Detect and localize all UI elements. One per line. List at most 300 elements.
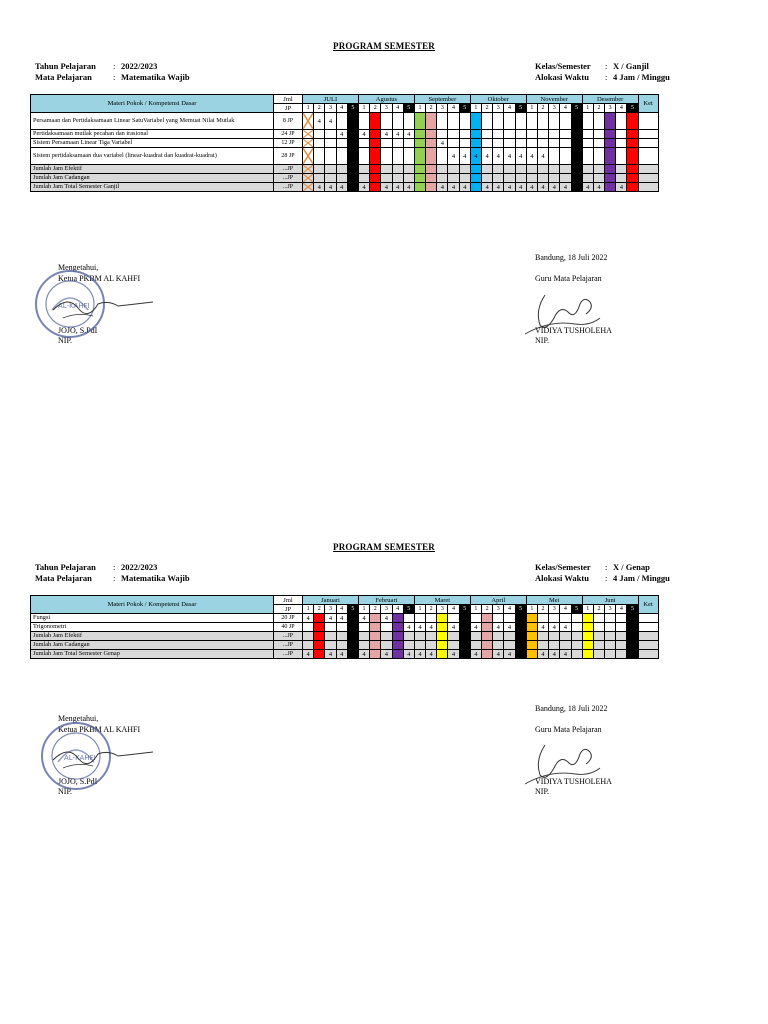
place-date: Bandung, 18 Juli 2022 [535, 253, 608, 262]
ketua-nip: NIP. [58, 787, 73, 796]
hours-value: 4 [395, 130, 400, 138]
ket-cell [638, 623, 658, 632]
week-cell [504, 623, 515, 632]
week-number: 4 [448, 605, 459, 614]
mapel-value: Matematika Wajib [121, 573, 190, 583]
week-cell [448, 650, 459, 659]
week-cell [605, 650, 616, 659]
week-number: 4 [560, 104, 571, 113]
week-cell [403, 632, 414, 641]
week-number: 1 [470, 605, 481, 614]
tahun-label: Tahun Pelajaran [35, 61, 96, 71]
week-cell [493, 641, 504, 650]
week-cell [537, 650, 548, 659]
week-cell [403, 650, 414, 659]
week-cell [437, 641, 448, 650]
week-cell [482, 623, 493, 632]
week-cell [493, 623, 504, 632]
week-number: 3 [549, 605, 560, 614]
week-number: 4 [560, 605, 571, 614]
header-jml: Jml [274, 95, 303, 104]
hours-value: 4 [586, 183, 590, 191]
week-number: 1 [526, 605, 537, 614]
week-cell [358, 650, 369, 659]
materi-cell: Trigonometri [31, 623, 274, 632]
week-number: 3 [437, 104, 448, 113]
week-number: 5 [571, 605, 582, 614]
week-number: 5 [627, 605, 638, 614]
week-cell [627, 650, 638, 659]
hours-value: 4 [519, 152, 523, 160]
materi-cell: Pertidaksamaan mutlak pecahan dan irasional [31, 130, 274, 139]
week-cell [426, 632, 437, 641]
week-number: 4 [504, 104, 515, 113]
week-cell [336, 650, 347, 659]
week-cell [560, 650, 571, 659]
week-cell [560, 614, 571, 623]
hours-value: 4 [362, 614, 366, 622]
week-cell [370, 641, 381, 650]
info-right: Kelas/Semester : X / Ganjil Alokasi Waktu : 4 Jam / Minggu [535, 61, 670, 82]
week-cell [470, 623, 481, 632]
week-cell [616, 650, 627, 659]
week-number: 2 [370, 104, 381, 113]
hours-value: 4 [530, 183, 534, 191]
hours-value: 4 [340, 130, 344, 138]
week-cell [593, 641, 604, 650]
week-number: 5 [515, 104, 526, 113]
week-cell [336, 641, 347, 650]
tahun-value: 2022/2023 [121, 562, 158, 572]
week-cell [582, 641, 593, 650]
week-cell [526, 650, 537, 659]
week-number: 3 [437, 605, 448, 614]
week-cell [593, 632, 604, 641]
jp-cell: ...JP [274, 165, 303, 174]
header-jp: JP [274, 605, 303, 614]
hours-value: 4 [563, 650, 568, 658]
alokasi-label: Alokasi Waktu [535, 72, 589, 82]
week-number: 5 [459, 605, 470, 614]
hours-value: 4 [507, 650, 512, 658]
week-cell [616, 614, 627, 623]
week-number: 4 [504, 605, 515, 614]
ketua-title: Ketua PKBM AL KAHFI [58, 725, 141, 734]
week-cell [459, 650, 470, 659]
hours-value: 4 [552, 650, 556, 658]
week-number: 1 [470, 104, 481, 113]
week-cell [370, 650, 381, 659]
jp-cell: 40 JP [274, 623, 303, 632]
week-cell [582, 623, 593, 632]
alokasi-label: Alokasi Waktu [535, 573, 589, 583]
week-cell [370, 614, 381, 623]
hours-value: 4 [507, 183, 512, 191]
week-cell [403, 641, 414, 650]
week-cell [470, 614, 481, 623]
week-cell [414, 641, 425, 650]
hours-value: 4 [328, 117, 333, 125]
week-cell [381, 632, 392, 641]
header-month: April [470, 596, 526, 605]
jp-cell: 24 JP [274, 130, 303, 139]
week-cell [426, 623, 437, 632]
hours-value: 4 [451, 623, 456, 631]
hours-value: 4 [340, 614, 344, 622]
jp-cell: ...JP [274, 174, 303, 183]
header-month: Juni [582, 596, 638, 605]
week-cell [482, 614, 493, 623]
hours-value: 4 [306, 614, 310, 622]
hours-value: 4 [474, 650, 478, 658]
week-cell [537, 623, 548, 632]
week-cell [370, 632, 381, 641]
guru-signature-icon [520, 740, 610, 788]
jp-cell: ...JP [274, 183, 303, 192]
week-cell [504, 641, 515, 650]
week-cell [616, 632, 627, 641]
page-title: PROGRAM SEMESTER [333, 542, 435, 552]
week-number: 2 [314, 605, 325, 614]
table-row [31, 641, 659, 650]
week-number: 3 [325, 605, 336, 614]
week-cell [582, 650, 593, 659]
week-number: 4 [616, 104, 627, 113]
week-cell [314, 641, 325, 650]
kelas-label: Kelas/Semester [535, 61, 591, 71]
week-cell [627, 632, 638, 641]
week-cell [358, 641, 369, 650]
week-cell [325, 623, 336, 632]
week-cell [336, 614, 347, 623]
page-title: PROGRAM SEMESTER [333, 41, 435, 51]
week-cell [381, 641, 392, 650]
week-cell [336, 623, 347, 632]
header-month: Maret [414, 596, 470, 605]
week-cell [560, 632, 571, 641]
week-cell [560, 641, 571, 650]
info-left: Tahun Pelajaran : 2022/2023 Mata Pelajaran : Matematika Wajib [35, 562, 190, 583]
week-number: 3 [381, 605, 392, 614]
table-row [31, 614, 659, 623]
hours-value: 4 [563, 183, 568, 191]
week-cell [470, 650, 481, 659]
guru-nip: NIP. [535, 336, 550, 345]
week-cell [526, 614, 537, 623]
table-row [31, 650, 659, 659]
week-cell [437, 632, 448, 641]
alokasi-value: 4 Jam / Minggu [613, 72, 670, 82]
week-cell [403, 614, 414, 623]
week-cell [459, 641, 470, 650]
week-cell [414, 650, 425, 659]
week-number: 2 [426, 605, 437, 614]
header-month: September [414, 95, 470, 104]
week-cell [426, 641, 437, 650]
hours-value: 4 [384, 614, 389, 622]
hours-value: 4 [362, 650, 366, 658]
week-number: 5 [347, 605, 358, 614]
week-cell [448, 641, 459, 650]
hours-value: 4 [519, 183, 523, 191]
hours-value: 4 [541, 183, 545, 191]
hours-value: 4 [552, 623, 556, 631]
ketua-title: Ketua PKBM AL KAHFI [58, 274, 141, 283]
week-cell [403, 623, 414, 632]
week-cell [627, 641, 638, 650]
kelas-label: Kelas/Semester [535, 562, 591, 572]
hours-value: 4 [429, 650, 433, 658]
week-cell [560, 623, 571, 632]
materi-cell: Persamaan dan Pertidaksamaan Linear SatuVariabel yang Memuat Nilai Mutlak [31, 113, 274, 130]
mapel-label: Mata Pelajaran [35, 573, 92, 583]
header-month: November [526, 95, 582, 104]
week-cell [482, 641, 493, 650]
week-number: 2 [482, 104, 493, 113]
week-cell [493, 650, 504, 659]
week-cell [627, 623, 638, 632]
week-cell [426, 614, 437, 623]
jp-cell: 12 JP [274, 139, 303, 148]
week-number: 2 [314, 104, 325, 113]
week-cell [504, 632, 515, 641]
week-number: 3 [493, 605, 504, 614]
week-cell [582, 614, 593, 623]
hours-value: 4 [317, 117, 321, 125]
week-cell [325, 614, 336, 623]
week-number: 1 [303, 104, 314, 113]
hours-value: 4 [407, 130, 411, 138]
materi-cell: Sistem Persamaan Linear Tiga Variabel [31, 139, 274, 148]
hours-value: 4 [496, 623, 500, 631]
week-cell [303, 650, 314, 659]
week-number: 4 [392, 104, 403, 113]
hours-value: 4 [440, 183, 444, 191]
week-number: 2 [370, 605, 381, 614]
week-number: 5 [515, 605, 526, 614]
header-materi: Materi Pokok / Kompetensi Dasar [31, 95, 274, 113]
table-row [31, 632, 659, 641]
hours-value: 4 [340, 183, 344, 191]
week-cell [549, 623, 560, 632]
place-date: Bandung, 18 Juli 2022 [535, 704, 608, 713]
hours-value: 4 [407, 650, 411, 658]
header-month: Oktober [470, 95, 526, 104]
week-cell [437, 614, 448, 623]
guru-name: VIDIYA TUSHOLEHA [535, 326, 612, 335]
header-month: Februari [358, 596, 414, 605]
materi-cell: Sistem pertidaksamaan dua variabel (linear-kuadrat dan kuadrat-kuadrat) [31, 148, 274, 165]
week-cell [370, 623, 381, 632]
hours-value: 4 [362, 183, 366, 191]
hours-value: 4 [485, 152, 489, 160]
week-cell [448, 623, 459, 632]
jp-cell: 28 JP [274, 148, 303, 165]
week-cell [426, 650, 437, 659]
week-cell [325, 650, 336, 659]
week-cell [459, 623, 470, 632]
hours-value: 4 [328, 650, 333, 658]
week-cell [549, 632, 560, 641]
week-number: 3 [381, 104, 392, 113]
hours-value: 4 [541, 650, 545, 658]
week-cell [303, 623, 314, 632]
program-table [30, 595, 659, 659]
hours-value: 4 [496, 183, 500, 191]
hours-value: 4 [440, 139, 444, 147]
week-cell [303, 614, 314, 623]
week-cell [336, 632, 347, 641]
week-cell [347, 641, 358, 650]
week-cell [314, 614, 325, 623]
week-number: 3 [605, 605, 616, 614]
materi-cell: Jumlah Jam Cadangan [31, 641, 274, 650]
mengetahui-label: Mengetahui, [58, 263, 99, 272]
guru-nip: NIP. [535, 787, 550, 796]
hours-value: 4 [451, 152, 456, 160]
kelas-value: X / Genap [613, 562, 650, 572]
week-number: 1 [526, 104, 537, 113]
week-cell [571, 614, 582, 623]
hours-value: 4 [384, 130, 389, 138]
guru-title: Guru Mata Pelajaran [535, 274, 602, 283]
materi-cell: Jumlah Jam Efektif [31, 632, 274, 641]
week-cell [314, 623, 325, 632]
hours-value: 4 [563, 623, 568, 631]
ketua-name: JOJO, S.PdI [58, 777, 98, 786]
header-jp: JP [274, 104, 303, 113]
week-cell [537, 641, 548, 650]
jp-cell: 20 JP [274, 614, 303, 623]
week-cell [325, 641, 336, 650]
header-month: Agustus [358, 95, 414, 104]
hours-value: 4 [541, 152, 545, 160]
svg-text:AL-KAHFI: AL-KAHFI [64, 754, 96, 762]
ket-cell [638, 641, 658, 650]
kelas-value: X / Ganjil [613, 61, 649, 71]
week-cell [627, 614, 638, 623]
week-cell [459, 632, 470, 641]
header-month: Januari [303, 596, 359, 605]
hours-value: 4 [418, 650, 422, 658]
week-cell [347, 650, 358, 659]
week-number: 5 [571, 104, 582, 113]
week-cell [493, 632, 504, 641]
week-cell [392, 632, 403, 641]
week-cell [437, 650, 448, 659]
week-number: 4 [336, 605, 347, 614]
hours-value: 4 [407, 183, 411, 191]
week-cell [571, 641, 582, 650]
week-cell [414, 614, 425, 623]
week-cell [605, 623, 616, 632]
hours-value: 4 [530, 152, 534, 160]
week-cell [549, 650, 560, 659]
hours-value: 4 [384, 183, 389, 191]
hours-value: 4 [384, 650, 389, 658]
week-cell [414, 623, 425, 632]
week-cell [593, 623, 604, 632]
week-cell [616, 641, 627, 650]
header-ket: Ket [638, 95, 658, 113]
week-number: 3 [549, 104, 560, 113]
ketua-name: JOJO, S.PdI [58, 326, 98, 335]
week-cell [482, 632, 493, 641]
hours-value: 4 [485, 183, 489, 191]
hours-value: 4 [340, 650, 344, 658]
week-cell [392, 650, 403, 659]
info-right: Kelas/Semester : X / Genap Alokasi Waktu : 4 Jam / Minggu [535, 562, 670, 583]
week-cell [515, 614, 526, 623]
mapel-value: Matematika Wajib [121, 72, 190, 82]
week-cell [347, 623, 358, 632]
week-number: 3 [325, 104, 336, 113]
week-number: 4 [392, 605, 403, 614]
week-number: 3 [493, 104, 504, 113]
hours-value: 4 [507, 623, 512, 631]
week-cell [347, 632, 358, 641]
week-cell [571, 650, 582, 659]
week-number: 3 [605, 104, 616, 113]
week-number: 2 [537, 104, 548, 113]
ket-cell [638, 632, 658, 641]
hours-value: 4 [507, 152, 512, 160]
week-number: 2 [426, 104, 437, 113]
week-number: 2 [593, 605, 604, 614]
week-number: 5 [459, 104, 470, 113]
week-cell [526, 632, 537, 641]
week-cell [605, 641, 616, 650]
materi-cell: Jumlah Jam Total Semester Ganjil [31, 183, 274, 192]
week-cell [582, 632, 593, 641]
week-cell [448, 614, 459, 623]
ket-cell [638, 614, 658, 623]
week-cell [381, 650, 392, 659]
week-number: 4 [448, 104, 459, 113]
week-cell [470, 632, 481, 641]
hours-value: 4 [541, 623, 545, 631]
week-number: 1 [303, 605, 314, 614]
week-cell [358, 623, 369, 632]
header-month: Mei [526, 596, 582, 605]
hours-value: 4 [474, 152, 478, 160]
materi-cell: Jumlah Jam Total Semester Genap [31, 650, 274, 659]
week-cell [537, 632, 548, 641]
header-jml: Jml [274, 596, 303, 605]
week-number: 4 [336, 104, 347, 113]
week-cell [414, 632, 425, 641]
week-cell [358, 614, 369, 623]
hours-value: 4 [597, 183, 601, 191]
svg-text:AL-KAHFI: AL-KAHFI [58, 302, 90, 310]
tahun-value: 2022/2023 [121, 61, 158, 71]
week-cell [549, 641, 560, 650]
info-left: Tahun Pelajaran : 2022/2023 Mata Pelajaran : Matematika Wajib [35, 61, 190, 82]
hours-value: 4 [463, 183, 467, 191]
week-number: 1 [414, 104, 425, 113]
hours-value: 4 [395, 183, 400, 191]
ket-cell [638, 650, 658, 659]
week-cell [392, 641, 403, 650]
week-cell [314, 650, 325, 659]
week-cell [605, 614, 616, 623]
ketua-nip: NIP. [58, 336, 73, 345]
week-cell [593, 614, 604, 623]
week-cell [616, 623, 627, 632]
week-cell [515, 650, 526, 659]
hours-value: 4 [496, 152, 500, 160]
jp-cell: ...JP [274, 641, 303, 650]
